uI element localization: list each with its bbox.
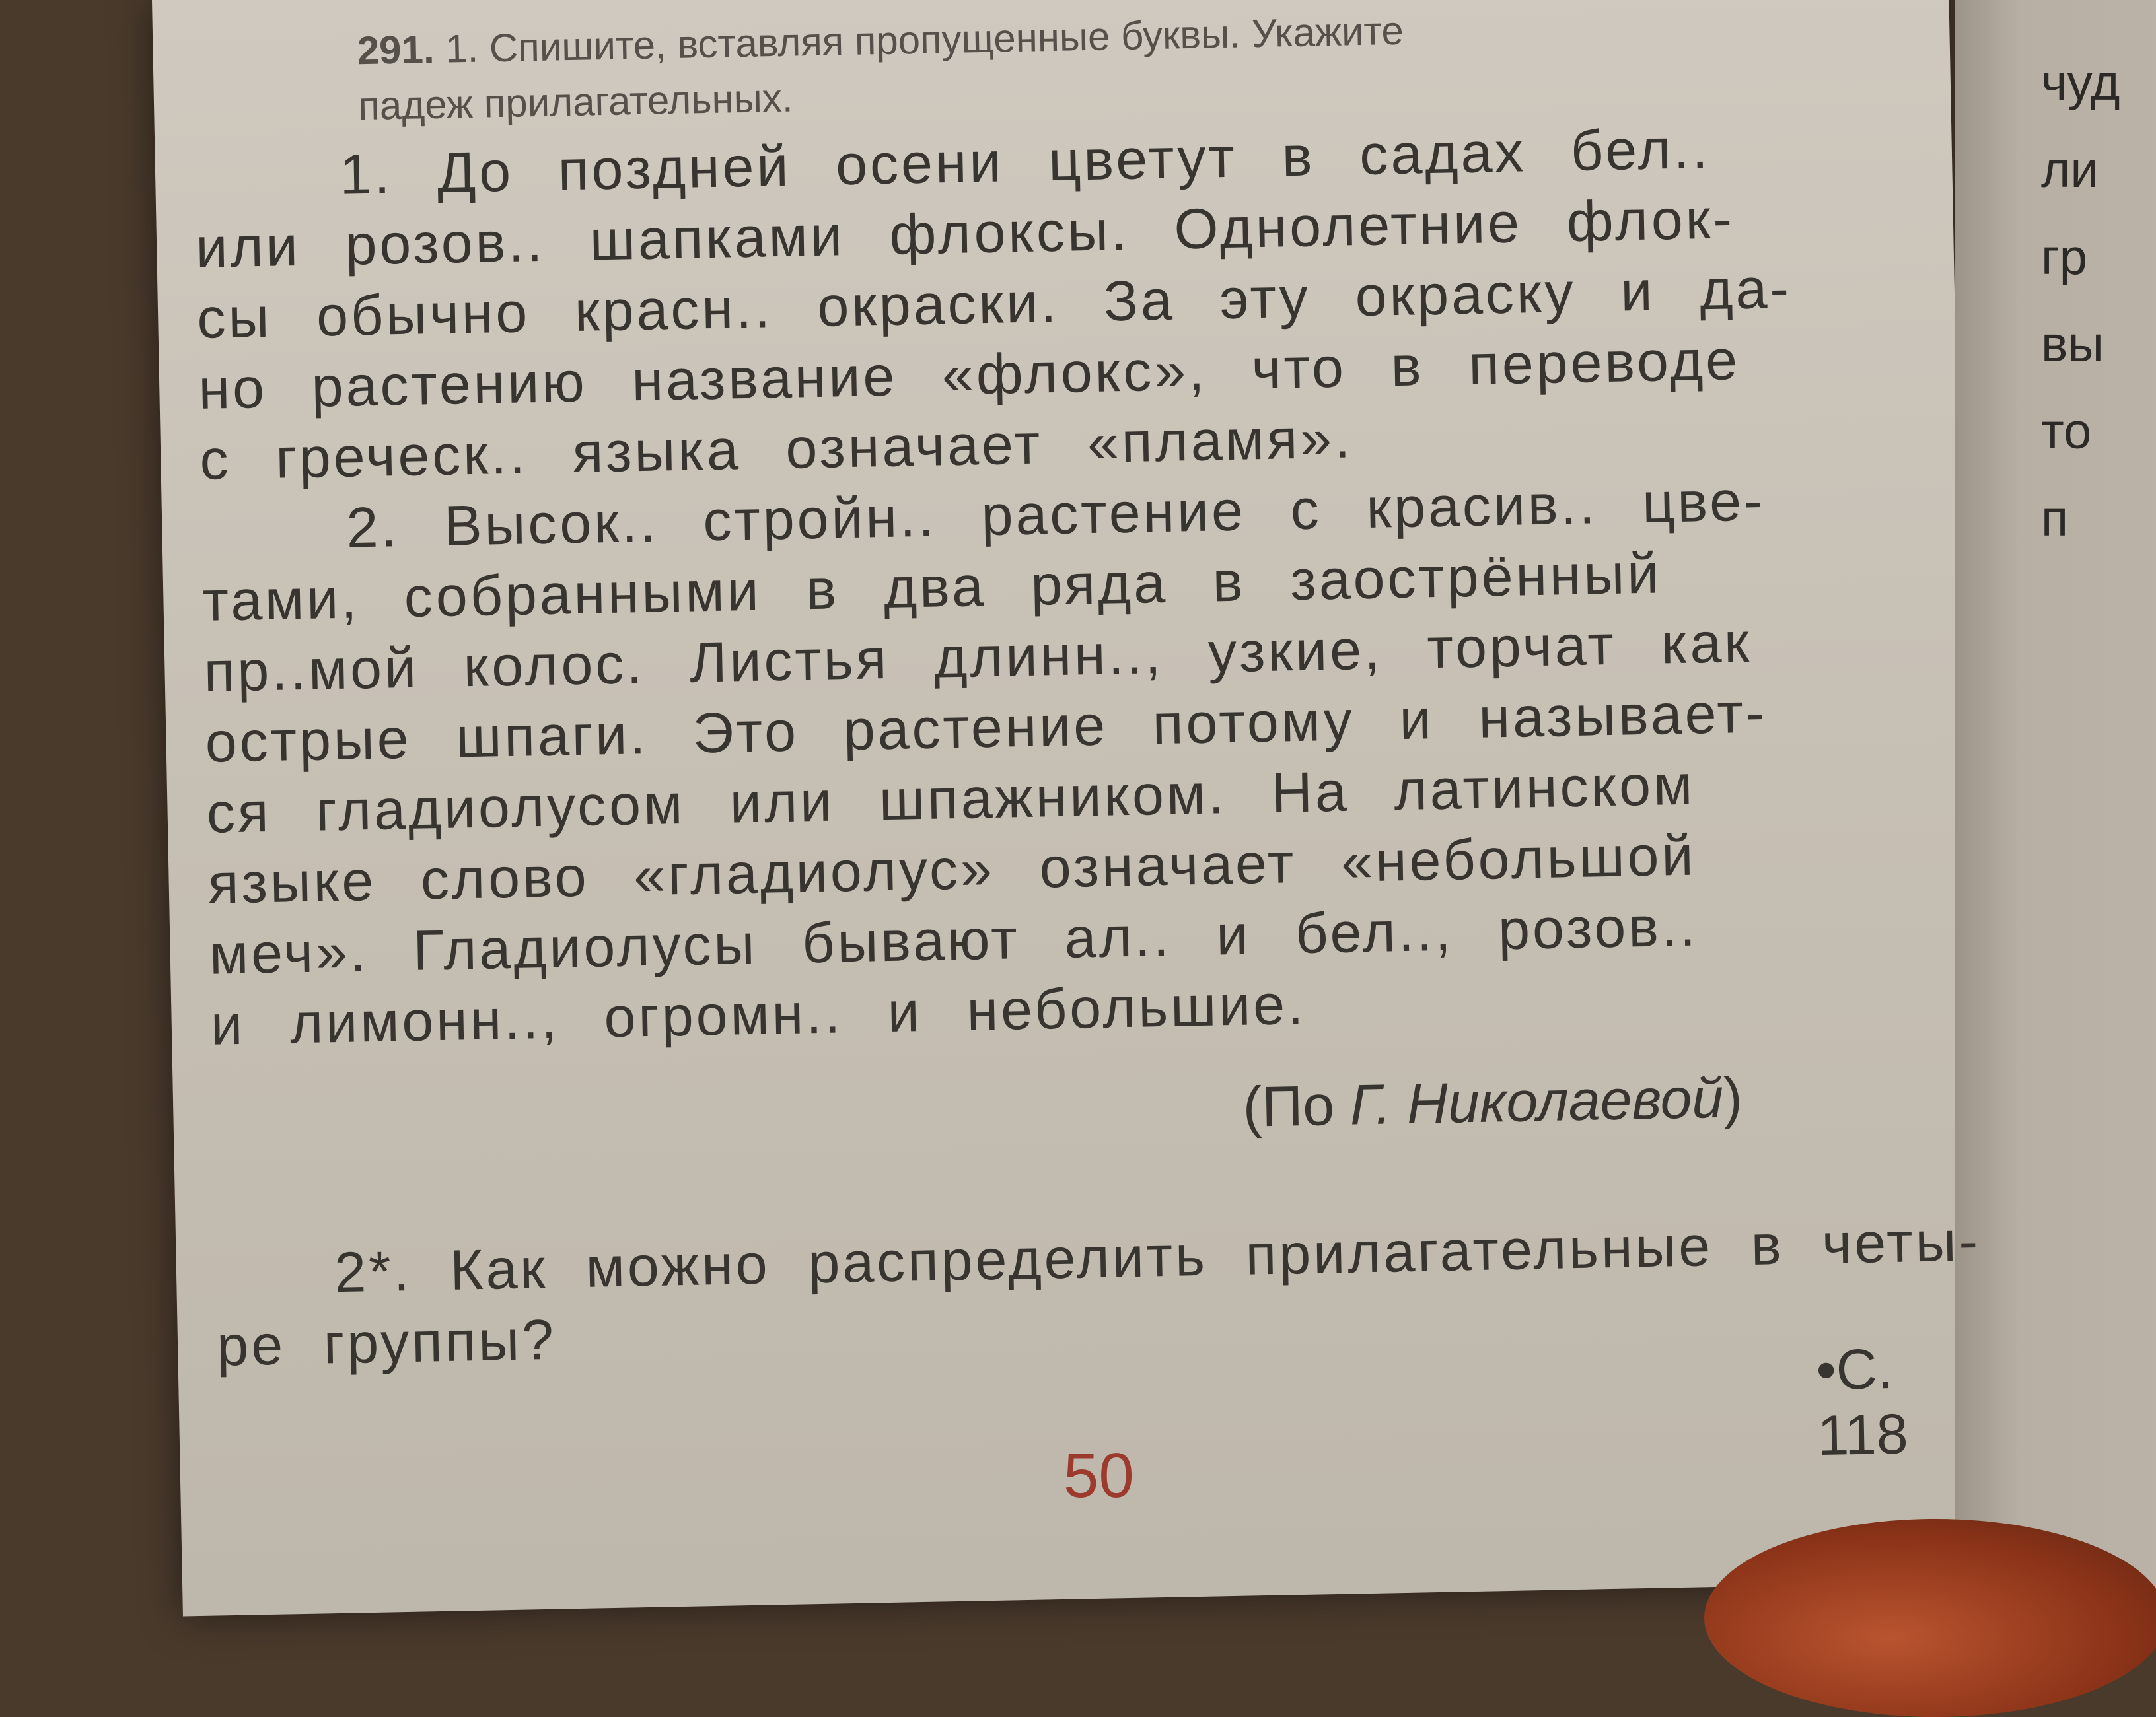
text-line: языке слово «гладиолус» означает «небольшой <box>207 823 1697 916</box>
question-line: 2*. Как можно распределить прилагательные в четы- <box>334 1209 1981 1305</box>
exercise-instruction-cont: падеж прилагательных. <box>357 75 794 129</box>
text-line: 1. До поздней осени цветут в садах бел.. <box>339 116 1711 207</box>
page-content <box>192 0 1981 1500</box>
exercise-number: 291. <box>357 26 435 73</box>
text-line: сы обычно красн.. окраски. За эту окраску и да- <box>196 256 1792 351</box>
text-line: пр..мой колос. Листья длинн.., узкие, торчат как <box>203 610 1752 704</box>
text-line: или розов.. шапками флоксы. Однолетние флок- <box>195 187 1735 280</box>
attribution-prefix: (По <box>1242 1073 1351 1139</box>
text-paragraph-1 <box>194 109 1957 496</box>
text-line: меч». Гладиолусы бывают ал.. и бел.., розов.. <box>209 894 1699 987</box>
text-line: острые шпаги. Это растение потому и называет- <box>204 681 1768 775</box>
finger <box>1704 1519 2156 1717</box>
adjacent-page-text: чуд ли гр вы то п <box>2041 55 2120 547</box>
text-paragraph-2 <box>201 462 1968 1061</box>
text-line: ся гладиолусом или шпажником. На латинском <box>205 753 1696 845</box>
text-line: с греческ.. языка означает «пламя». <box>199 406 1353 492</box>
attribution <box>1242 1054 1970 1147</box>
question-line: ре группы? <box>216 1308 557 1378</box>
attribution-suffix: ) <box>1723 1066 1743 1130</box>
question-block <box>215 1206 1981 1382</box>
exercise-instruction: 1. Спишите, вставляя пропущенные буквы. Укажите <box>445 8 1404 71</box>
text-line: 2. Высок.. стройн.. растение с красив.. цве- <box>345 469 1766 560</box>
text-line: но растению название «флокс», что в переводе <box>198 328 1741 421</box>
attribution-author: Г. Николаевой <box>1349 1066 1724 1137</box>
page-number: 50 <box>1063 1440 1134 1511</box>
text-line: и лимонн.., огромн.. и небольшие. <box>210 972 1307 1057</box>
text-line: тами, собранными в два ряда в заострённый <box>201 542 1663 633</box>
page-reference: •С. 118 <box>1815 1337 1909 1468</box>
